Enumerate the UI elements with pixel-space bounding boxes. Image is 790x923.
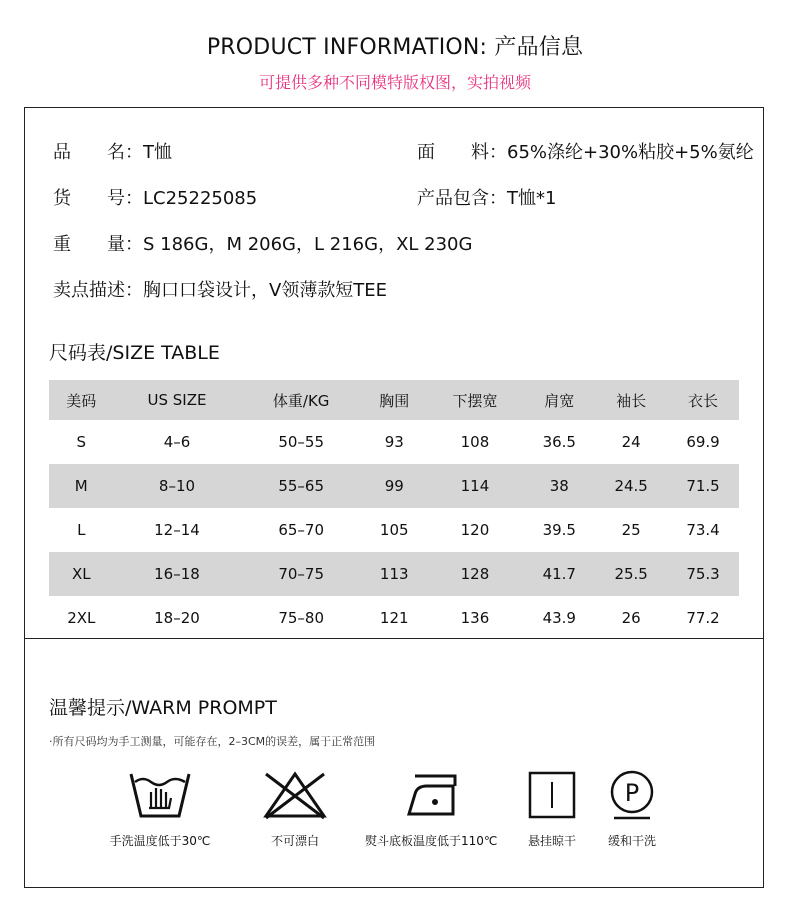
gentle-dry-clean-icon xyxy=(597,768,667,822)
iron-low-icon xyxy=(395,768,465,822)
table-cell: 128 xyxy=(427,552,524,596)
table-cell: 26 xyxy=(621,609,641,627)
table-cell: 8–10 xyxy=(114,464,241,508)
table-cell: 136 xyxy=(460,609,490,627)
table-row xyxy=(49,508,739,552)
table-cell: 2XL xyxy=(67,609,96,627)
table-cell: 25.5 xyxy=(595,552,667,596)
table-cell: 113 xyxy=(362,552,427,596)
weight-label: 重 量： xyxy=(53,234,143,255)
table-cell: M xyxy=(49,464,114,508)
weight-row xyxy=(53,230,472,256)
care-label: 缓和干洗 xyxy=(607,834,656,848)
contents-row xyxy=(417,184,556,210)
table-cell: 75–80 xyxy=(278,609,325,627)
table-cell: 4–6 xyxy=(163,433,191,451)
header-cell: 下摆宽 xyxy=(427,380,524,420)
table-cell: 93 xyxy=(384,433,404,451)
care-label: 手洗温度低于30℃ xyxy=(109,834,211,848)
table-cell: 105 xyxy=(379,521,409,539)
section-divider xyxy=(25,638,763,639)
size-table-header xyxy=(49,380,739,420)
fabric-row xyxy=(417,138,754,164)
sku-value: LC25225085 xyxy=(143,188,258,209)
table-cell: 70–75 xyxy=(240,552,362,596)
table-cell: 36.5 xyxy=(542,433,576,451)
table-row xyxy=(49,552,739,596)
table-cell: 73.4 xyxy=(686,521,720,539)
header-cell: 胸围 xyxy=(362,380,427,420)
table-cell: 55–65 xyxy=(240,464,362,508)
table-cell: S xyxy=(76,433,87,451)
table-cell: 65–70 xyxy=(278,521,325,539)
care-label: 熨斗底板温度低于110℃ xyxy=(365,834,498,848)
selling-point-value: 胸口口袋设计，V领薄款短TEE xyxy=(143,280,388,301)
table-cell: 12–14 xyxy=(154,521,200,539)
size-table-title: 尺码表/SIZE TABLE xyxy=(49,342,220,364)
sku-label: 货 号： xyxy=(53,188,143,209)
page-title: PRODUCT INFORMATION: 产品信息 xyxy=(206,35,584,60)
table-cell: 24.5 xyxy=(595,464,667,508)
info-panel xyxy=(24,107,764,888)
table-cell: 43.9 xyxy=(542,609,576,627)
table-row xyxy=(49,596,739,640)
table-cell: 69.9 xyxy=(686,433,720,451)
care-label: 不可漂白 xyxy=(270,834,319,848)
table-cell: 108 xyxy=(460,433,490,451)
header-cell: 袖长 xyxy=(595,380,667,420)
contents-value: T恤*1 xyxy=(507,188,557,209)
table-cell: L xyxy=(77,521,86,539)
table-cell: 75.3 xyxy=(667,552,739,596)
table-cell: 25 xyxy=(621,521,641,539)
care-item xyxy=(365,768,498,849)
product-name-row xyxy=(53,138,172,164)
page-subtitle: 可提供多种不同模特版权图，实拍视频 xyxy=(258,73,531,92)
table-cell: 77.2 xyxy=(686,609,720,627)
header-cell: 美码 xyxy=(49,380,114,420)
warm-prompt-title: 温馨提示/WARM PROMPT xyxy=(49,697,277,719)
care-label: 悬挂晾干 xyxy=(527,834,576,848)
table-cell: 71.5 xyxy=(667,464,739,508)
table-cell: 50–55 xyxy=(278,433,325,451)
table-cell: 38 xyxy=(523,464,595,508)
table-cell: 114 xyxy=(427,464,524,508)
table-cell: 99 xyxy=(362,464,427,508)
table-cell: 24 xyxy=(621,433,641,451)
table-cell: 39.5 xyxy=(542,521,576,539)
header-cell: 衣长 xyxy=(667,380,739,420)
header-cell: 肩宽 xyxy=(523,380,595,420)
care-item xyxy=(230,768,360,849)
selling-point-row xyxy=(53,276,387,302)
hand-wash-icon xyxy=(125,768,195,822)
table-cell: 16–18 xyxy=(114,552,241,596)
table-cell: 120 xyxy=(460,521,490,539)
selling-point-label: 卖点描述： xyxy=(53,280,143,301)
table-cell: 121 xyxy=(379,609,409,627)
warm-prompt-note: ·所有尺码均为手工测量，可能存在，2–3CM的误差，属于正常范围 xyxy=(49,735,376,748)
table-row xyxy=(49,420,739,464)
no-bleach-icon xyxy=(260,768,330,822)
table-cell: XL xyxy=(49,552,114,596)
fabric-value: 65%涤纶+30%粘胶+5%氨纶 xyxy=(507,142,754,163)
table-cell: 18–20 xyxy=(154,609,200,627)
care-item xyxy=(95,768,225,849)
weight-value: S 186G，M 206G，L 216G，XL 230G xyxy=(143,234,473,255)
table-row xyxy=(49,464,739,508)
fabric-label: 面 料： xyxy=(417,142,507,163)
table-cell: 41.7 xyxy=(523,552,595,596)
svg-text:P: P xyxy=(624,779,640,807)
care-item xyxy=(567,768,697,849)
header-cell: 体重/KG xyxy=(240,380,362,420)
product-name-value: T恤 xyxy=(143,142,172,163)
contents-label: 产品包含： xyxy=(417,188,507,209)
product-name-label: 品 名： xyxy=(53,142,143,163)
size-table xyxy=(49,380,739,640)
header-cell: US SIZE xyxy=(114,380,241,420)
sku-row xyxy=(53,184,257,210)
